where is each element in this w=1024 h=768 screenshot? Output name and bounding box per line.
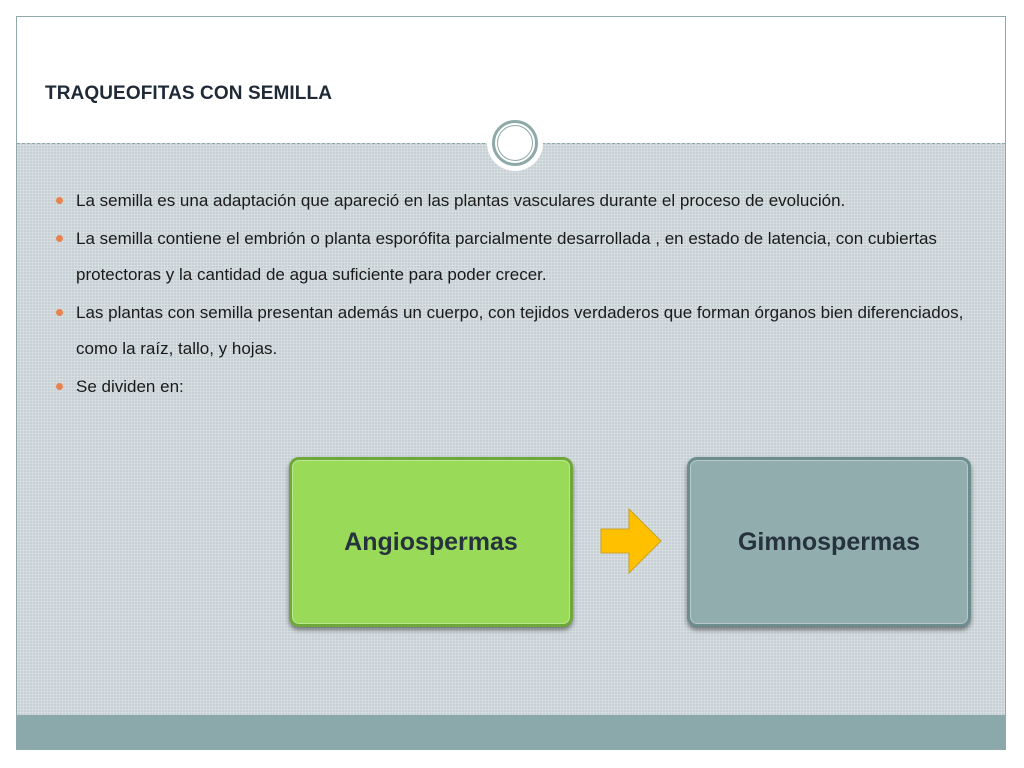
bullet-text: Se dividen en: [76,377,184,396]
right-arrow-icon [599,505,663,577]
bullet-text: La semilla es una adaptación que apareció en las plantas vasculares durante el proceso de evolución. [76,191,846,210]
gimnospermas-label: Gimnospermas [737,527,920,556]
slide-title: TRAQUEOFITAS CON SEMILLA [45,83,333,104]
gimnospermas-box [687,457,971,627]
angiospermas-label: Angiospermas [344,527,518,556]
circle-ornament-inner [497,125,533,161]
bullet-text: La semilla contiene el embrión o planta esporófita parcialmente desarrollada , en estado de latencia, con cubiertas protectoras y la cantidad de agua suficiente para poder crecer. [76,229,937,284]
bullet-item [45,295,985,367]
slide [16,16,1006,750]
bullet-list [45,183,985,407]
angiospermas-box [289,457,573,627]
bullet-dot-icon [56,235,63,242]
bullet-item [45,183,985,219]
bottom-band [17,715,1005,749]
bullet-dot-icon [56,309,63,316]
bullet-item [45,369,985,405]
bullet-dot-icon [56,383,63,390]
bullet-item [45,221,985,293]
bullet-dot-icon [56,197,63,204]
bullet-text: Las plantas con semilla presentan además un cuerpo, con tejidos verdaderos que forman órganos bien diferenciados, como la raíz, tallo, y hojas. [76,303,964,358]
